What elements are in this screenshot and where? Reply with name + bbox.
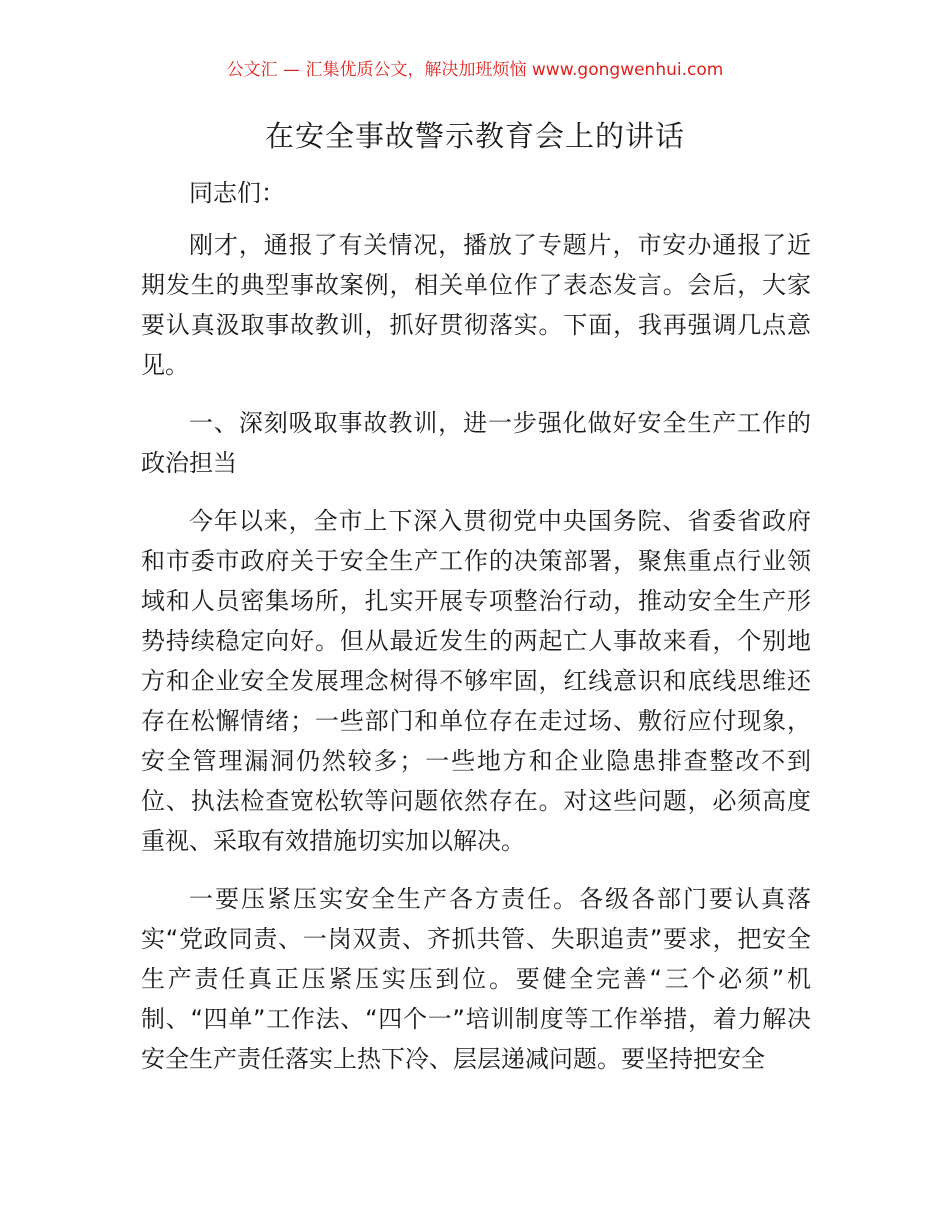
salutation-paragraph: 同志们： (189, 179, 285, 207)
body-paragraph: 一要压紧压实安全生产各方责任。各级各部门要认真落实“党政同责、一岗双责、齐抓共管、失职追责”要求，把安全生产责任真正压紧压实压到位。要健全完善“三个必须”机制、“四单”工作法、“四个一”培训制度等工作举措，着力解决安全生产责任落实上热下冷、层层递减问题。要坚持把安全 (141, 885, 811, 1073)
body-paragraph: 今年以来，全市上下深入贯彻党中央国务院、省委省政府和市委市政府关于安全生产工作的决策部署，聚焦重点行业领域和人员密集场所，扎实开展专项整治行动，推动安全生产形势持续稳定向好。但从最近发生的两起亡人事故来看，个别地方和企业安全发展理念树得不够牢固，红线意识和底线思维还存在松懈情绪；一些部门和单位存在走过场、敷衍应付现象，安全管理漏洞仍然较多；一些地方和企业隐患排查整改不到位、执法检查宽松软等问题依然存在。对这些问题，必须高度重视、采取有效措施切实加以解决。 (141, 507, 811, 855)
intro-paragraph: 刚才，通报了有关情况，播放了专题片，市安办通报了近期发生的典型事故案例，相关单位作了表态发言。会后，大家要认真汲取事故教训，抓好贯彻落实。下面，我再强调几点意见。 (141, 231, 811, 379)
header-banner[interactable]: 公文汇 — 汇集优质公文，解决加班烦恼 www.gongwenhui.com (226, 60, 724, 80)
document-title: 在安全事故警示教育会上的讲话 (264, 119, 685, 153)
section-heading-1: 一、深刻吸取事故教训，进一步强化做好安全生产工作的政治担当 (141, 409, 811, 477)
document-body (141, 173, 811, 1097)
